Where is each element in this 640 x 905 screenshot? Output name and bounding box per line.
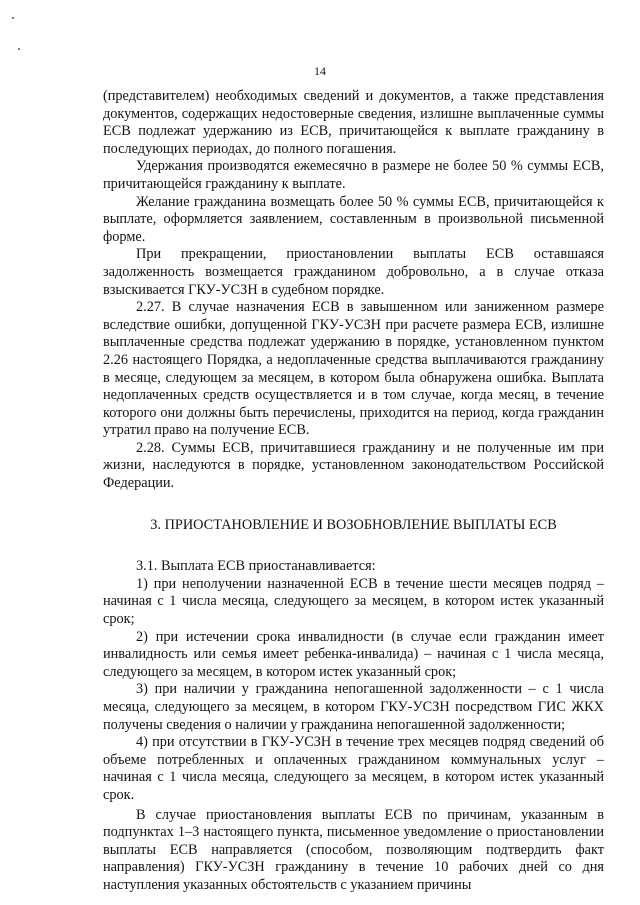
document-body — [103, 88, 604, 895]
list-item: 1) при неполучении назначенной ЕСВ в течение шести месяцев подряд – начиная с 1 числа месяца, следующего за месяцем, в котором истек указанный срок; — [103, 575, 604, 628]
paragraph: 2.28. Суммы ЕСВ, причитавшиеся гражданину и не полученные им при жизни, наследуются в порядке, установленном законодательством Российской Федерации. — [103, 439, 604, 492]
scan-dot — [12, 17, 14, 19]
list-item: 3) при наличии у гражданина непогашенной задолженности – с 1 числа месяца, следующего за месяцем, в котором ГКУ-УСЗН посредством ГИС ЖКХ получены сведения о наличии у гражданина непогашенной задолженности; — [103, 681, 604, 733]
paragraph: 3.1. Выплата ЕСВ приостанавливается: — [136, 558, 376, 575]
paragraph: В случае приостановления выплаты ЕСВ по причинам, указанным в подпунктах 1–3 настоящего пункта, письменное уведомление о приостановлении выплаты ЕСВ направляется (способом, позволяющим подтвердить факт направления) ГКУ-УСЗН гражданину в течение 10 рабочих дней со дня наступления указанных обстоятельств с указанием причины — [103, 806, 604, 893]
paragraph: 2.27. В случае назначения ЕСВ в завышенном или заниженном размере вследствие ошибки, допущенной ГКУ-УСЗН при расчете размера ЕСВ, излишне выплаченные средства подлежат удержанию в порядке, установленном пунктом 2.26 настоящего Порядка, а недоплаченные средства выплачиваются гражданину в месяце, следующем за месяцем, в котором была обнаружена ошибка. Выплата недоплаченных средств осуществляется и в том случае, когда месяц, в течение которого они должны быть перечислены, приходится на период, когда гражданин утратил право на получение ЕСВ. — [103, 299, 604, 439]
section-heading: 3. ПРИОСТАНОВЛЕНИЕ И ВОЗОБНОВЛЕНИЕ ВЫПЛАТЫ ЕСВ — [150, 516, 557, 533]
paragraph: (представителем) необходимых сведений и документов, а также представления документов, содержащих недостоверные сведения, излишне выплаченные суммы ЕСВ подлежат удержанию из ЕСВ, причитающейся к выплате гражданину в последующих периодах, до полного погашения. — [103, 88, 604, 157]
paragraph: Удержания производятся ежемесячно в размере не более 50 % суммы ЕСВ, причитающейся гражданину к выплате. — [103, 158, 604, 192]
page-number: 14 — [314, 64, 326, 78]
paragraph: При прекращении, приостановлении выплаты ЕСВ оставшаяся задолженность возмещается гражданином добровольно, а в случае отказа взыскивается ГКУ-УСЗН в судебном порядке. — [103, 246, 604, 298]
list-item: 4) при отсутствии в ГКУ-УСЗН в течение трех месяцев подряд сведений об объеме потребленных и оплаченных гражданином коммунальных услуг – начиная с 1 числа месяца, следующего за месяцем, в котором истек указанный срок. — [103, 734, 604, 803]
paragraph: Желание гражданина возмещать более 50 % суммы ЕСВ, причитающейся к выплате, оформляется заявлением, составленным в произвольной письменной форме. — [103, 193, 604, 245]
list-item: 2) при истечении срока инвалидности (в случае если гражданин имеет инвалидность или семья имеет ребенка-инвалида) – начиная с 1 числа месяца, следующего за месяцем, в котором истек указанный срок; — [103, 628, 604, 680]
scan-dot — [18, 48, 20, 50]
